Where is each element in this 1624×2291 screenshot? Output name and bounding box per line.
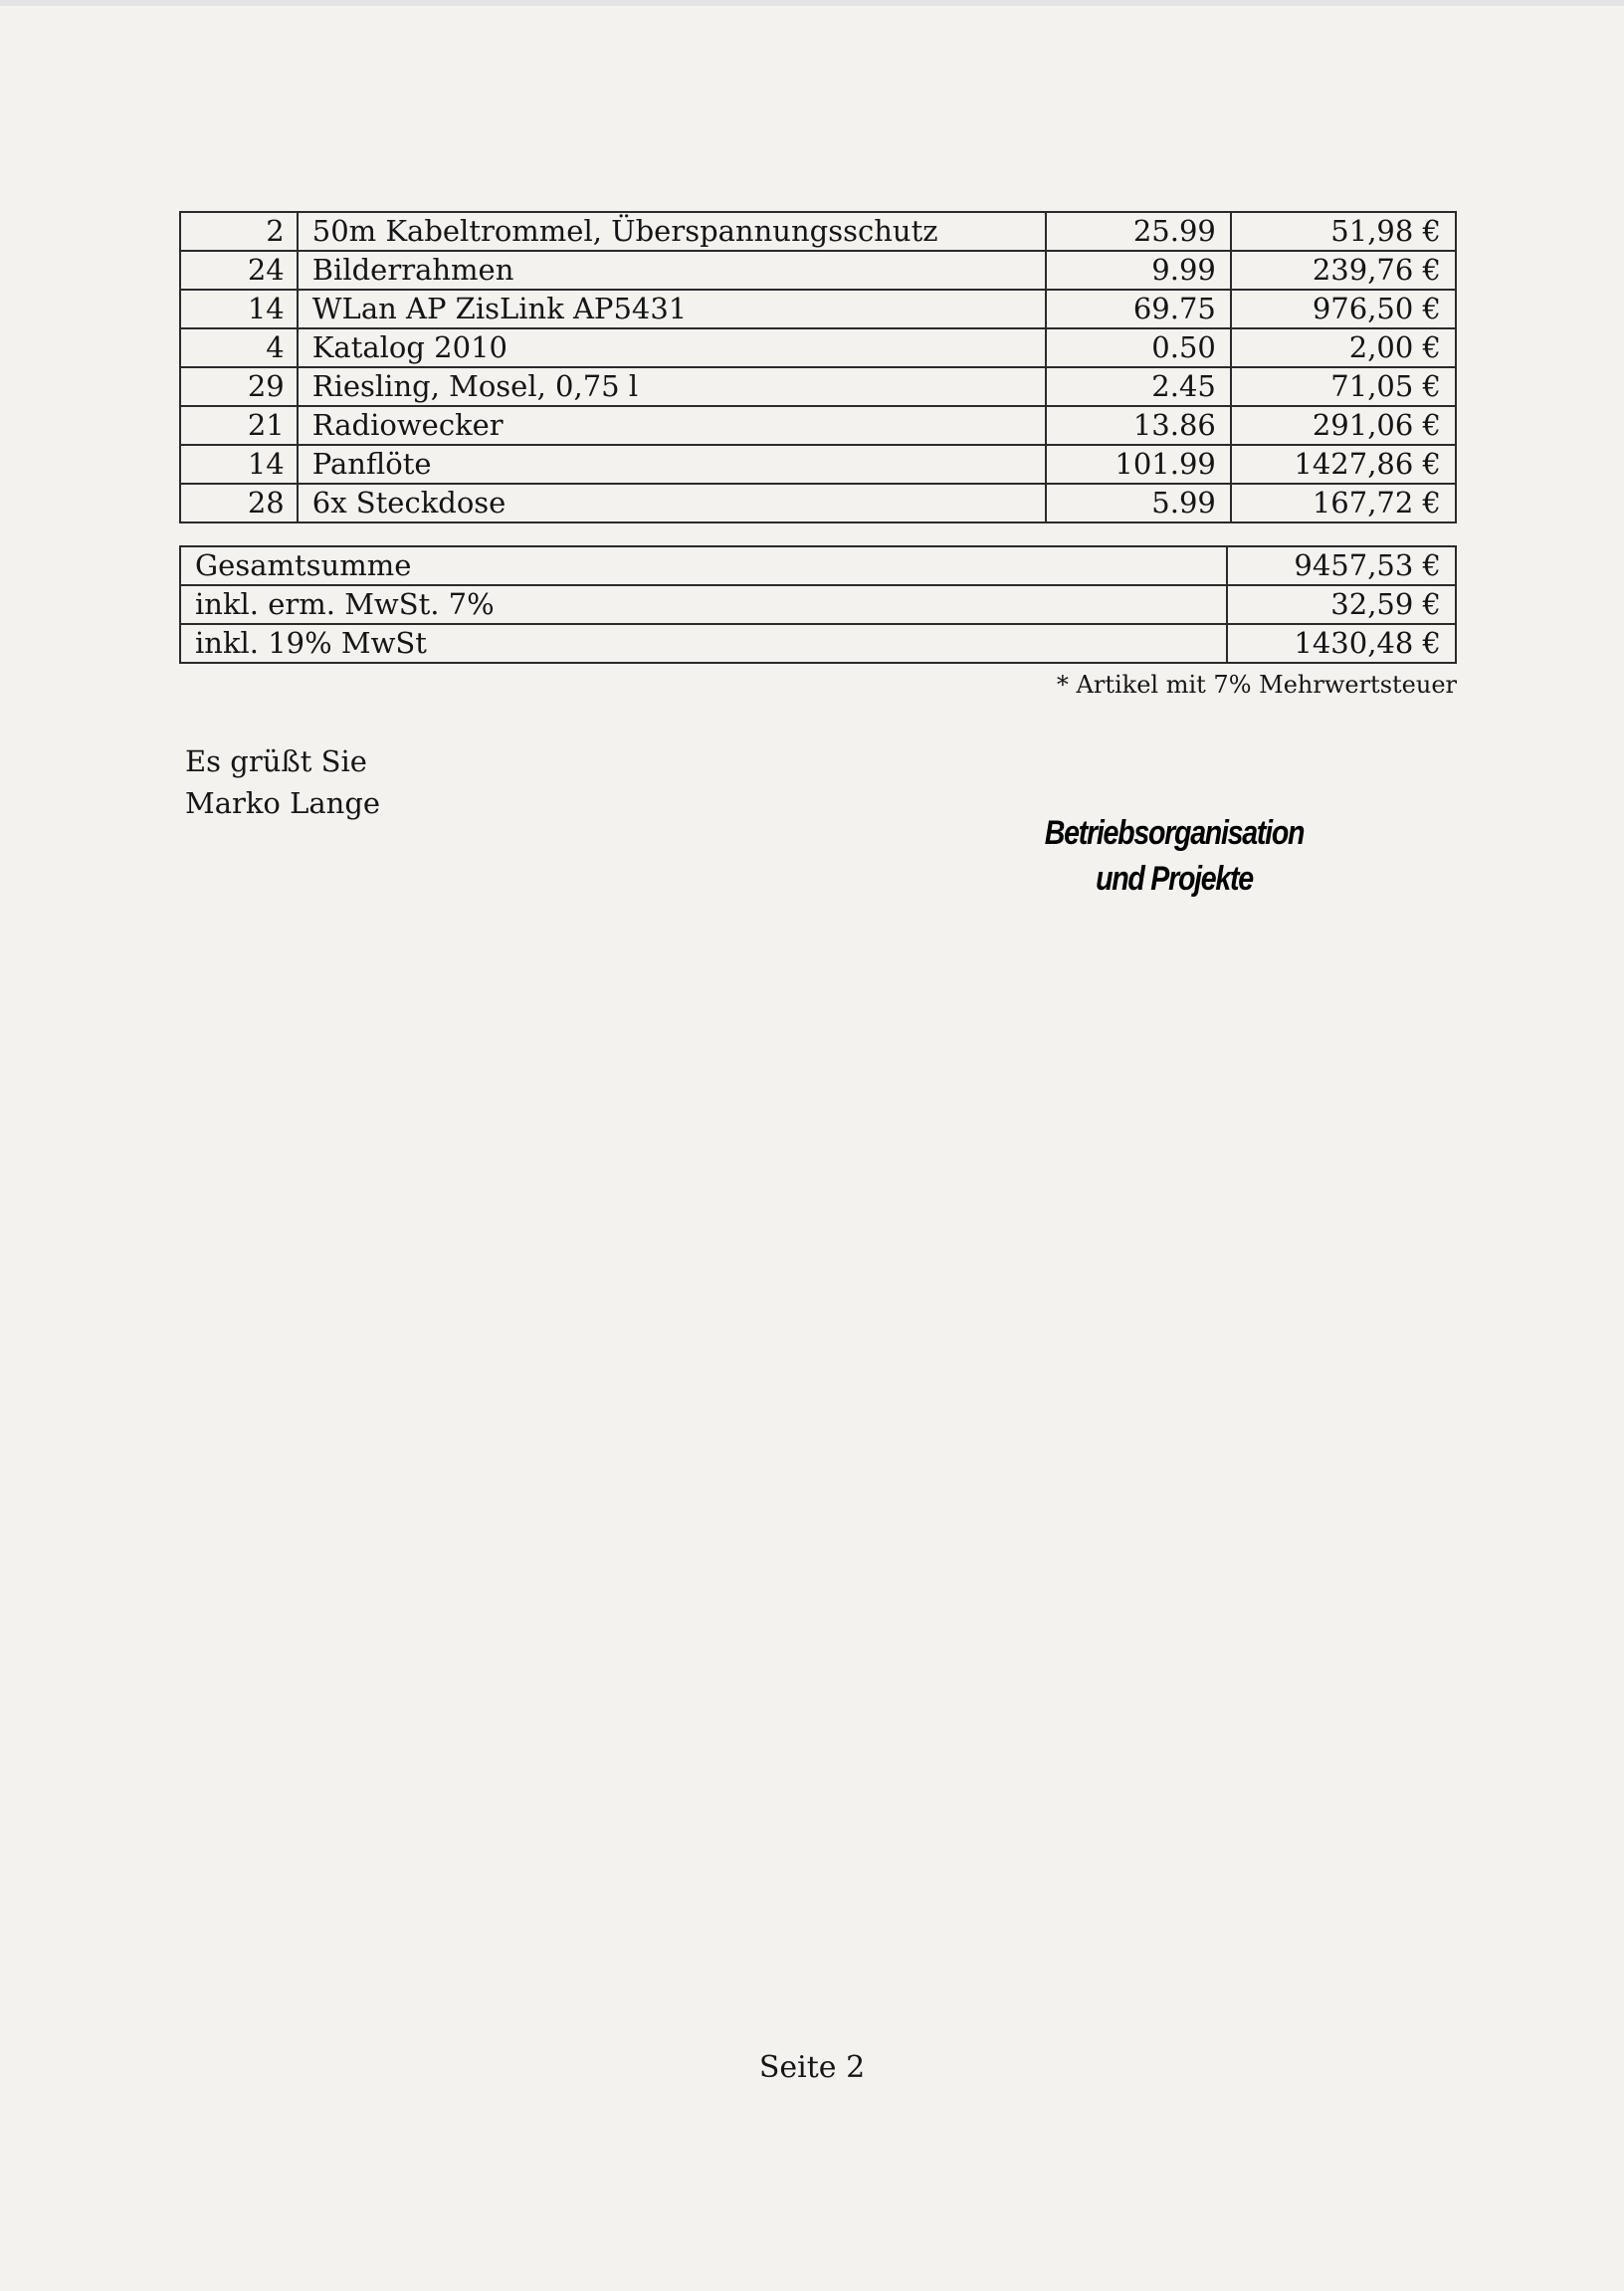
item-quantity: 28 bbox=[180, 484, 298, 522]
item-total: 2,00 € bbox=[1231, 328, 1456, 367]
table-row bbox=[180, 290, 1456, 328]
item-total: 51,98 € bbox=[1231, 212, 1456, 251]
item-unit-price: 101.99 bbox=[1046, 445, 1231, 484]
item-unit-price: 0.50 bbox=[1046, 328, 1231, 367]
closing-greeting bbox=[185, 740, 380, 824]
item-quantity: 21 bbox=[180, 406, 298, 445]
totals-amount: 32,59 € bbox=[1227, 585, 1456, 624]
item-description: Katalog 2010 bbox=[298, 328, 1046, 367]
vat-footnote: * Artikel mit 7% Mehrwertsteuer bbox=[1056, 671, 1457, 699]
table-row bbox=[180, 406, 1456, 445]
stamp-line-2: und Projekte bbox=[1096, 860, 1253, 898]
item-unit-price: 2.45 bbox=[1046, 367, 1231, 406]
item-total: 291,06 € bbox=[1231, 406, 1456, 445]
item-description: Panflöte bbox=[298, 445, 1046, 484]
totals-row bbox=[180, 585, 1456, 624]
table-row bbox=[180, 212, 1456, 251]
table-row bbox=[180, 445, 1456, 484]
table-row bbox=[180, 367, 1456, 406]
item-description: WLan AP ZisLink AP5431 bbox=[298, 290, 1046, 328]
item-unit-price: 5.99 bbox=[1046, 484, 1231, 522]
department-stamp bbox=[1032, 810, 1317, 902]
item-total: 976,50 € bbox=[1231, 290, 1456, 328]
item-unit-price: 25.99 bbox=[1046, 212, 1231, 251]
table-row bbox=[180, 251, 1456, 290]
totals-label: inkl. 19% MwSt bbox=[180, 624, 1227, 663]
item-quantity: 29 bbox=[180, 367, 298, 406]
page-number: Seite 2 bbox=[758, 2050, 866, 2085]
signatory-name: Marko Lange bbox=[185, 786, 381, 820]
totals-row bbox=[180, 624, 1456, 663]
item-quantity: 14 bbox=[180, 290, 298, 328]
item-total: 167,72 € bbox=[1231, 484, 1456, 522]
totals-row bbox=[180, 546, 1456, 585]
item-description: Bilderrahmen bbox=[298, 251, 1046, 290]
item-total: 239,76 € bbox=[1231, 251, 1456, 290]
item-quantity: 24 bbox=[180, 251, 298, 290]
item-quantity: 4 bbox=[180, 328, 298, 367]
stamp-line-1: Betriebsorganisation bbox=[1044, 814, 1305, 852]
item-description: Radiowecker bbox=[298, 406, 1046, 445]
totals-amount: 1430,48 € bbox=[1227, 624, 1456, 663]
table-row bbox=[180, 328, 1456, 367]
item-unit-price: 9.99 bbox=[1046, 251, 1231, 290]
totals-label: Gesamtsumme bbox=[180, 546, 1227, 585]
totals-amount: 9457,53 € bbox=[1227, 546, 1456, 585]
item-unit-price: 13.86 bbox=[1046, 406, 1231, 445]
scan-top-edge bbox=[0, 0, 1624, 6]
item-total: 1427,86 € bbox=[1231, 445, 1456, 484]
line-items-table bbox=[179, 211, 1457, 523]
totals-table bbox=[179, 545, 1457, 664]
item-description: 50m Kabeltrommel, Überspannungsschutz bbox=[298, 212, 1046, 251]
totals-label: inkl. erm. MwSt. 7% bbox=[180, 585, 1227, 624]
item-quantity: 14 bbox=[180, 445, 298, 484]
item-total: 71,05 € bbox=[1231, 367, 1456, 406]
greeting-line: Es grüßt Sie bbox=[185, 744, 367, 778]
item-description: 6x Steckdose bbox=[298, 484, 1046, 522]
item-description: Riesling, Mosel, 0,75 l bbox=[298, 367, 1046, 406]
item-quantity: 2 bbox=[180, 212, 298, 251]
item-unit-price: 69.75 bbox=[1046, 290, 1231, 328]
table-row bbox=[180, 484, 1456, 522]
